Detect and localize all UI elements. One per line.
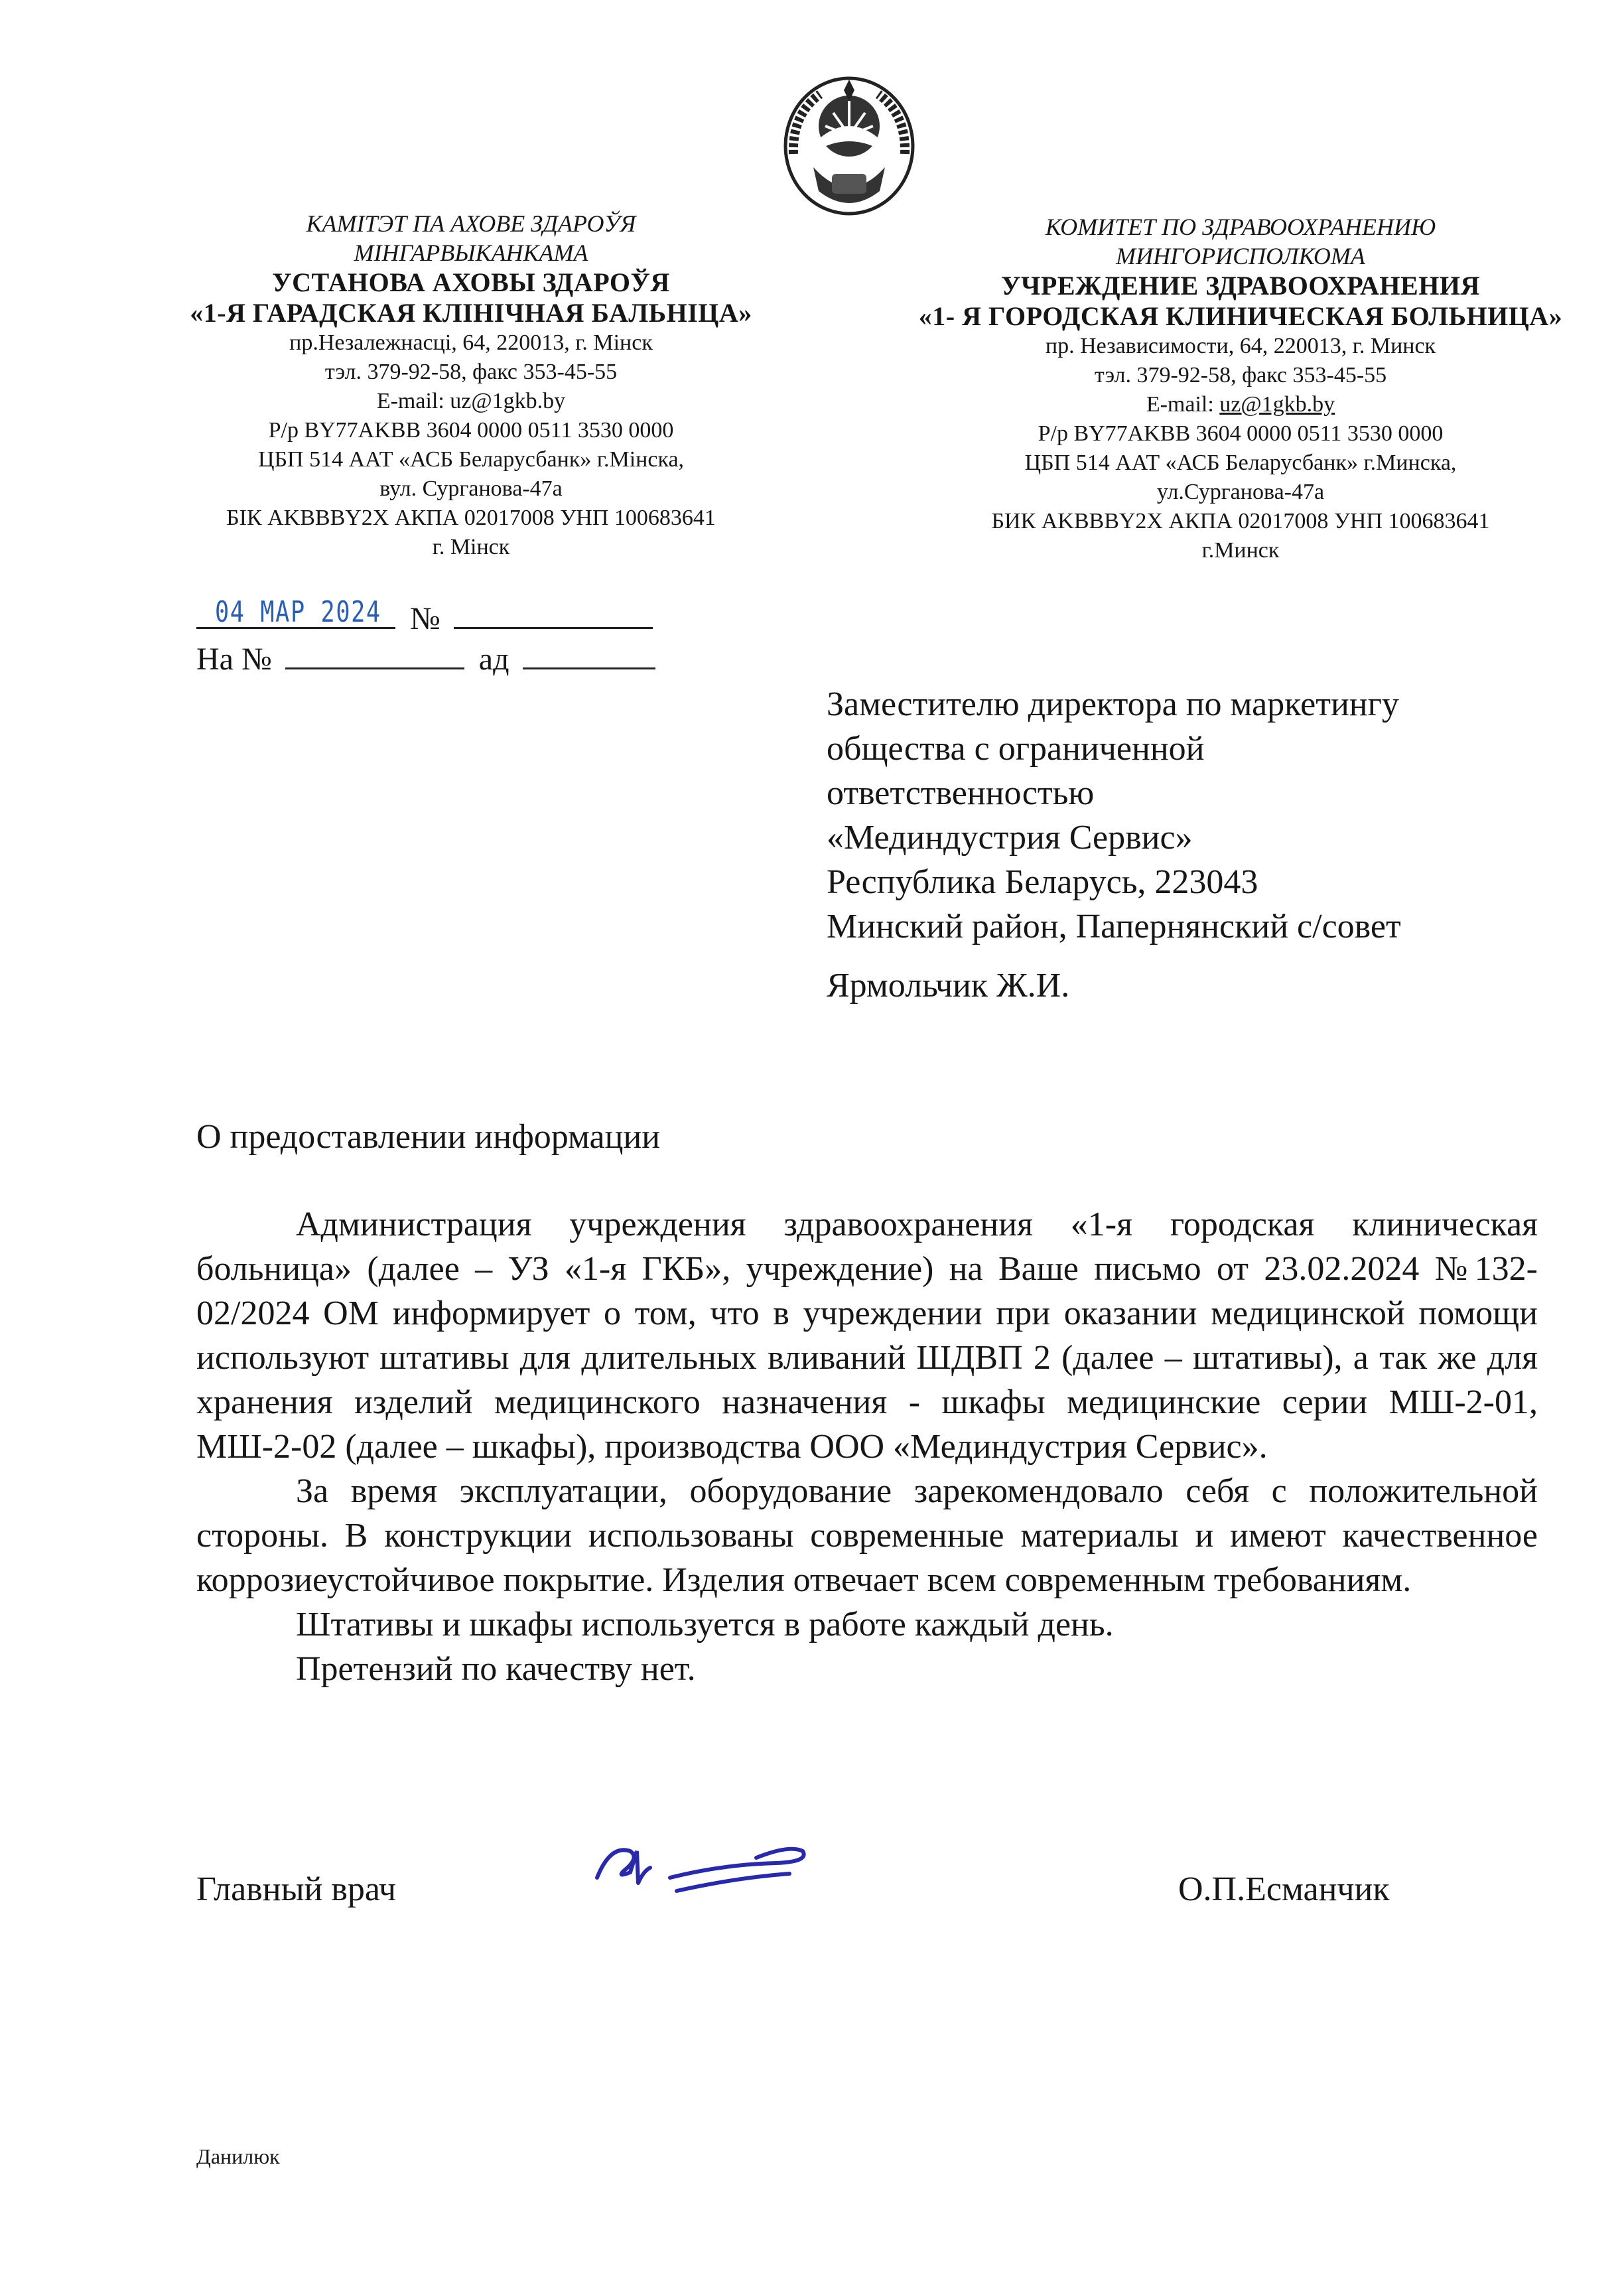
addressee-block [827,682,1401,1008]
committee-name-ru: КОМИТЕТ ПО ЗДРАВООХРАНЕНИЮ [1045,214,1436,240]
address-by: пр.Незалежнасці, 64, 220013, г. Мінск [289,330,653,355]
body-paragraph: За время эксплуатации, оборудование зарекомендовало себя с положительной стороны. В конструкции использованы современные материалы и имеют качественное коррозиеустойчивое покрытие. Изделия отвечает всем современным требованиям. [196,1472,1538,1599]
email-by: E-mail: uz@1gkb.by [376,389,566,413]
bank-address-ru: ул.Сурганова-47а [1156,480,1325,504]
email-label-ru: E-mail: [1146,392,1220,417]
handwritten-signature [590,1831,829,1904]
outgoing-date-line [196,595,653,637]
institution-type-by: УСТАНОВА АХОВЫ ЗДАРОЎЯ [272,267,670,297]
reference-date-field [523,641,655,669]
signatory-title: Главный врач [196,1870,397,1908]
reference-number-label: На № [196,642,272,677]
email-link-ru[interactable]: uz@1gkb.by [1219,392,1335,417]
bank-ru: ЦБП 514 ААТ «АСБ Беларусбанк» г.Минска, [1024,451,1457,475]
addressee-line: «Мединдустрия Сервис» [827,819,1193,857]
body-paragraph: Штативы и шкафы используется в работе каждый день. [296,1606,1114,1643]
addressee-line: Республика Беларусь, 223043 [827,863,1258,901]
date-stamp: 04 МАР 2024 [215,595,381,629]
addressee-line: общества с ограниченной [827,730,1205,768]
reference-number-field [285,641,464,669]
executive-committee-ru: МИНГОРИСПОЛКОМА [1116,243,1365,269]
reference-line [196,641,655,677]
bank-by: ЦБП 514 ААТ «АСБ Беларусбанк» г.Мінска, [257,447,685,472]
institution-type-ru: УЧРЕЖДЕНИЕ ЗДРАВООХРАНЕНИЯ [1001,271,1480,301]
address-ru: пр. Независимости, 64, 220013, г. Минск [1045,334,1436,358]
codes-by: БІК AKBBBY2X АКПА 02017008 УНП 100683641 [226,506,716,530]
letter-subject: О предоставлении информации [196,1118,661,1156]
committee-name-by: КАМІТЭТ ПА АХОВЕ ЗДАРОЎЯ [306,210,636,237]
executor-name: Данилюк [196,2144,280,2168]
body-paragraph: Администрация учреждения здравоохранения «1-я городская клиническая больница» (далее – УЗ «1-я ГКБ», учреждение) на Ваше письмо от 23.02.2024 №132-02/2024 ОМ информирует о том, что в учреждении при оказании медицинской помощи используют штативы для длительных вливаний ШДВП 2 (далее – штативы), а так же для хранения изделий медицинского назначения - шкафы медицинские серии МШ-2-01, МШ-2-02 (далее – шкафы), производства ООО «Мединдустрия Сервис». [196,1206,1538,1466]
state-emblem-icon [780,74,918,218]
number-label: № [410,601,440,636]
account-by: Р/р BY77AKBB 3604 0000 0511 3530 0000 [268,418,674,443]
codes-ru: БИК AKBBBY2X АКПА 02017008 УНП 100683641 [991,509,1490,533]
phone-ru: тэл. 379-92-58, факс 353-45-55 [1094,363,1387,387]
signatory-name: О.П.Есманчик [1178,1870,1390,1908]
addressee-line: ответственностью [827,774,1095,812]
city-ru: г.Минск [1201,538,1280,563]
institution-name-ru: «1- Я ГОРОДСКАЯ КЛИНИЧЕСКАЯ БОЛЬНИЦА» [918,301,1563,331]
city-by: г. Мінск [432,535,510,559]
body-paragraph: Претензий по качеству нет. [296,1650,696,1688]
email-ru [889,390,1592,419]
institution-name-by: «1-Я ГАРАДСКАЯ КЛІНІЧНАЯ БАЛЬНІЦА» [190,298,752,328]
letter-body [196,1202,1538,1691]
bank-address-by: вул. Сурганова-47а [379,476,563,501]
date-field [196,595,395,629]
addressee-person: Ярмольчик Ж.И. [827,967,1070,1005]
header-belarusian [179,209,763,562]
phone-by: тэл. 379-92-58, факс 353-45-55 [324,360,618,384]
number-field [454,600,653,629]
reference-from-label: ад [478,642,509,677]
addressee-line: Заместителю директора по маркетингу [827,685,1399,723]
addressee-line: Минский район, Папернянский с/совет [827,908,1401,945]
account-ru: Р/р BY77AKBB 3604 0000 0511 3530 0000 [1038,421,1444,446]
executive-committee-by: МІНГАРВЫКАНКАМА [354,240,588,266]
header-russian [889,212,1592,565]
